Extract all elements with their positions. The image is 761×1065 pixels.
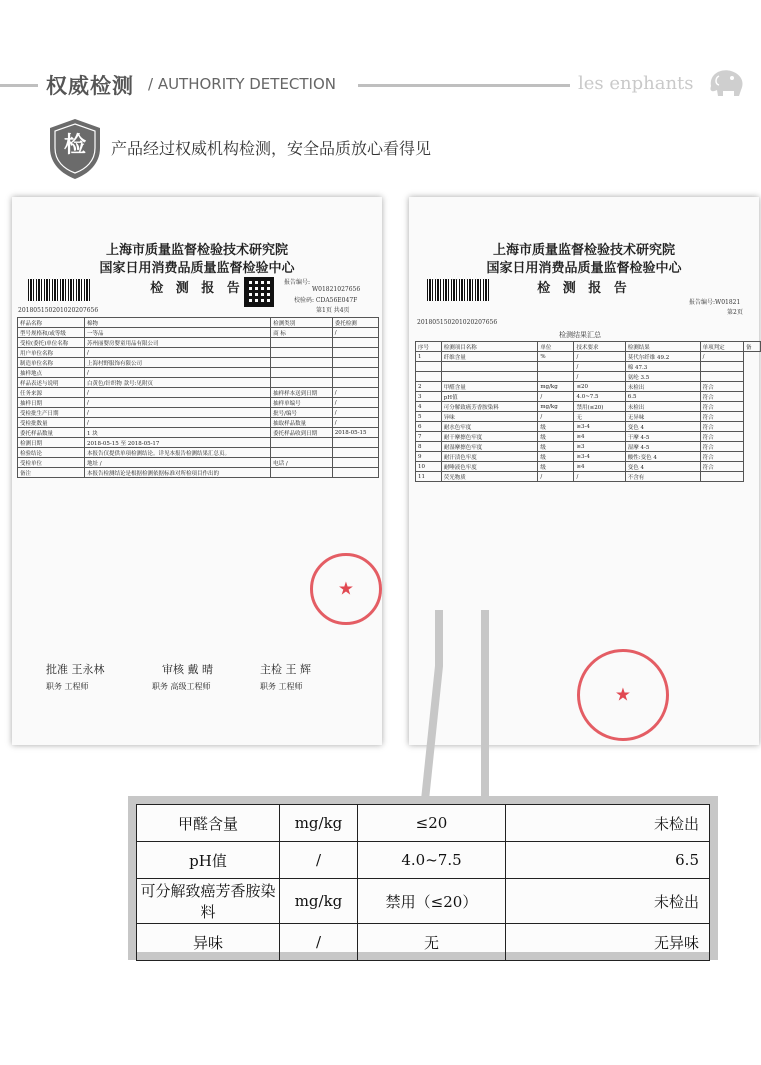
table-cell: /: [332, 418, 378, 428]
unit-cell: /: [280, 924, 358, 961]
table-cell: pH值: [441, 392, 538, 402]
table-cell: 备注: [18, 468, 85, 478]
table-cell: [700, 362, 743, 372]
table-row: [18, 328, 379, 338]
table-cell: [271, 358, 333, 368]
serial-number: 201805150201020207656: [417, 319, 498, 326]
table-cell: 变色 4: [625, 422, 700, 432]
table-cell: 5: [416, 412, 442, 422]
table-cell: mg/kg: [538, 382, 574, 392]
table-cell: [538, 362, 574, 372]
signature-tester: 主检 王 辉: [260, 663, 311, 676]
report-info-table: [17, 317, 379, 478]
table-row: [416, 352, 761, 362]
unit-cell: /: [280, 842, 358, 879]
table-cell: 检测类别: [271, 318, 333, 328]
page-number: 第2页: [727, 309, 743, 316]
table-cell: 变色 4: [625, 462, 700, 472]
table-cell: 8: [416, 442, 442, 452]
table-cell: 级: [538, 422, 574, 432]
table-cell: /: [700, 352, 743, 362]
table-row: [18, 338, 379, 348]
table-cell: 样品表述与说明: [18, 378, 85, 388]
table-cell: /: [332, 388, 378, 398]
zoom-table-row: [137, 805, 710, 842]
result-cell: 未检出: [506, 879, 710, 924]
table-cell: 任务来源: [18, 388, 85, 398]
results-summary-table: [415, 341, 761, 482]
column-header: 单位: [538, 342, 574, 352]
table-cell: /: [85, 348, 271, 358]
table-row: [18, 438, 379, 448]
section-subtitle: / AUTHORITY DETECTION: [148, 75, 337, 93]
table-cell: 上海村野服饰有限公司: [85, 358, 271, 368]
report-institute-name: 上海市质量监督检验技术研究院: [105, 243, 288, 258]
table-row: [18, 408, 379, 418]
table-cell: 一等品: [85, 328, 271, 338]
barcode-icon: [427, 279, 489, 301]
table-cell: /: [574, 362, 625, 372]
column-header: 单项判定: [700, 342, 743, 352]
table-cell: 级: [538, 432, 574, 442]
table-cell: [332, 438, 378, 448]
table-cell: 委托样品数量: [18, 428, 85, 438]
zoom-table-row: [137, 924, 710, 961]
table-cell: 2: [416, 382, 442, 392]
result-cell: 6.5: [506, 842, 710, 879]
table-row: [416, 382, 761, 392]
table-cell: [271, 368, 333, 378]
table-cell: /: [538, 392, 574, 402]
table-cell: 检测日期: [18, 438, 85, 448]
result-cell: 无异味: [506, 924, 710, 961]
table-row: [18, 368, 379, 378]
serial-number: 201805150201020207656: [18, 307, 99, 314]
table-row: [18, 348, 379, 358]
table-cell: 抽样样本送到日期: [271, 388, 333, 398]
table-cell: 甲醛含量: [441, 382, 538, 392]
table-cell: [271, 438, 333, 448]
table-cell: 耐汗渍色牢度: [441, 452, 538, 462]
table-row: [416, 462, 761, 472]
table-row: [416, 412, 761, 422]
table-cell: [332, 358, 378, 368]
table-row: [416, 372, 761, 382]
table-cell: ≥3-4: [574, 452, 625, 462]
table-cell: /: [332, 408, 378, 418]
table-cell: 湿摩 4-5: [625, 442, 700, 452]
zoomed-results-table: [136, 804, 710, 961]
table-cell: 检验结论: [18, 448, 85, 458]
test-report-page-1: [12, 197, 382, 745]
table-cell: 抽样地点: [18, 368, 85, 378]
table-cell: 酸性:变色 4: [625, 452, 700, 462]
approver-title: 职务 工程师: [46, 682, 89, 691]
table-cell: [441, 362, 538, 372]
red-stamp-icon: ★: [577, 649, 669, 741]
column-header: 技术要求: [574, 342, 625, 352]
table-cell: 耐干摩擦色牢度: [441, 432, 538, 442]
report-institute-name: 上海市质量监督检验技术研究院: [492, 243, 675, 258]
zoom-table-row: [137, 842, 710, 879]
table-cell: 级: [538, 462, 574, 472]
table-cell: 符合: [700, 392, 743, 402]
test-item-name: 可分解致癌芳香胺染料: [137, 879, 280, 924]
table-cell: [332, 348, 378, 358]
table-cell: [700, 372, 743, 382]
table-cell: 受检批数量: [18, 418, 85, 428]
table-cell: 荧光物质: [441, 472, 538, 482]
unit-cell: mg/kg: [280, 879, 358, 924]
table-cell: 无异味: [625, 412, 700, 422]
table-row: [18, 378, 379, 388]
table-cell: mg/kg: [538, 402, 574, 412]
table-cell: 氨纶 3.5: [625, 372, 700, 382]
table-cell: /: [538, 412, 574, 422]
table-cell: 制造单位名称: [18, 358, 85, 368]
table-row: [18, 428, 379, 438]
table-cell: /: [574, 472, 625, 482]
table-row: [416, 472, 761, 482]
table-cell: 异味: [441, 412, 538, 422]
signature-approver: 批准 王永林: [46, 663, 105, 676]
unit-cell: mg/kg: [280, 805, 358, 842]
table-cell: 地址 /: [85, 458, 271, 468]
table-row: [416, 452, 761, 462]
table-row: [18, 468, 379, 478]
table-cell: [271, 338, 333, 348]
table-cell: 级: [538, 452, 574, 462]
table-cell: 未检出: [625, 382, 700, 392]
table-row: [416, 402, 761, 412]
table-cell: [700, 472, 743, 482]
table-cell: ≥3-4: [574, 422, 625, 432]
requirement-cell: ≤20: [358, 805, 506, 842]
table-cell: 型号规格和/或等级: [18, 328, 85, 338]
table-cell: [538, 372, 574, 382]
section-header: [0, 62, 750, 112]
table-cell: 4.0~7.5: [574, 392, 625, 402]
table-cell: 商 标: [271, 328, 333, 338]
zoom-pointer: [425, 610, 505, 800]
table-row: [18, 358, 379, 368]
table-cell: 级: [538, 442, 574, 452]
table-cell: [271, 348, 333, 358]
table-cell: 耐湿摩擦色牢度: [441, 442, 538, 452]
table-cell: 受检批生产日期: [18, 408, 85, 418]
column-header: 备: [744, 342, 761, 352]
table-cell: 未检出: [625, 402, 700, 412]
table-cell: 白黄色/针织物 款号:见附页: [85, 378, 271, 388]
table-row: [416, 392, 761, 402]
report-title: 检 测 报 告: [537, 281, 631, 296]
table-cell: 委托样品收到日期: [271, 428, 333, 438]
table-cell: %: [538, 352, 574, 362]
table-cell: 干摩 4-5: [625, 432, 700, 442]
table-cell: 受检单位: [18, 458, 85, 468]
table-cell: 电话 /: [271, 458, 333, 468]
test-item-name: 甲醛含量: [137, 805, 280, 842]
reviewer-title: 职务 高级工程师: [152, 682, 211, 691]
table-cell: 批号/编号: [271, 408, 333, 418]
table-cell: 符合: [700, 442, 743, 452]
table-cell: 耐水色牢度: [441, 422, 538, 432]
table-cell: /: [85, 368, 271, 378]
signature-reviewer: 审核 戴 晴: [162, 663, 213, 676]
table-cell: 苏州丽婴房婴童用品有限公司: [85, 338, 271, 348]
table-cell: 样品名称: [18, 318, 85, 328]
table-cell: [332, 448, 378, 458]
table-cell: 11: [416, 472, 442, 482]
table-cell: 6: [416, 422, 442, 432]
table-cell: /: [85, 408, 271, 418]
table-cell: 用户单位名称: [18, 348, 85, 358]
table-row: [18, 398, 379, 408]
table-cell: 耐唾液色牢度: [441, 462, 538, 472]
table-cell: 10: [416, 462, 442, 472]
table-cell: [416, 362, 442, 372]
table-cell: 7: [416, 432, 442, 442]
table-cell: 4: [416, 402, 442, 412]
table-cell: 3: [416, 392, 442, 402]
table-row: [18, 448, 379, 458]
table-header-row: [416, 342, 761, 352]
tester-title: 职务 工程师: [260, 682, 303, 691]
table-row: [18, 458, 379, 468]
table-cell: 2018-05-15 至 2018-05-17: [85, 438, 271, 448]
requirement-cell: 4.0~7.5: [358, 842, 506, 879]
red-stamp-icon: ★: [310, 553, 382, 625]
table-cell: 纤维含量: [441, 352, 538, 362]
tagline: 产品经过权威机构检测，安全品质放心看得见: [111, 139, 432, 158]
table-row: [18, 418, 379, 428]
column-header: 检测结果: [625, 342, 700, 352]
table-cell: 符合: [700, 432, 743, 442]
requirement-cell: 禁用（≤20）: [358, 879, 506, 924]
table-cell: 1: [416, 352, 442, 362]
badge-char: 检: [63, 133, 86, 158]
table-cell: [271, 448, 333, 458]
table-row: [416, 422, 761, 432]
table-cell: [332, 458, 378, 468]
table-cell: /: [85, 398, 271, 408]
table-cell: ≥4: [574, 432, 625, 442]
table-row: [18, 318, 379, 328]
table-cell: [332, 338, 378, 348]
table-cell: [271, 378, 333, 388]
table-cell: [332, 468, 378, 478]
table-row: [416, 432, 761, 442]
table-cell: 莫代尔纤维 49.2: [625, 352, 700, 362]
table-cell: ≥4: [574, 462, 625, 472]
table-cell: 符合: [700, 422, 743, 432]
table-cell: 抽取样品数量: [271, 418, 333, 428]
elephant-logo-icon: [705, 66, 747, 98]
table-cell: 符合: [700, 462, 743, 472]
report-title: 检 测 报 告: [150, 281, 244, 296]
table-cell: /: [574, 352, 625, 362]
table-cell: 本报告检测结论是根据检测依据标准对所检项目作出的: [85, 468, 271, 478]
table-cell: [441, 372, 538, 382]
table-cell: ≤20: [574, 382, 625, 392]
table-cell: 受检(委托)单位名称: [18, 338, 85, 348]
zoom-table-row: [137, 879, 710, 924]
table-cell: 可分解致癌芳香胺染料: [441, 402, 538, 412]
table-cell: /: [85, 388, 271, 398]
section-title: 权威检测: [46, 74, 134, 98]
table-cell: 1 块: [85, 428, 271, 438]
header-rule-middle: [358, 84, 570, 87]
table-cell: /: [574, 372, 625, 382]
table-cell: /: [332, 328, 378, 338]
test-item-name: 异味: [137, 924, 280, 961]
table-cell: 无: [574, 412, 625, 422]
table-cell: 符合: [700, 412, 743, 422]
summary-title: 检测结果汇总: [559, 331, 601, 339]
table-cell: 2018-05-15: [332, 428, 378, 438]
report-number: W01821027656: [312, 286, 361, 293]
table-cell: /: [85, 418, 271, 428]
zoomed-results-panel: [128, 796, 718, 960]
table-cell: 符合: [700, 402, 743, 412]
requirement-cell: 无: [358, 924, 506, 961]
table-cell: [332, 378, 378, 388]
table-cell: 禁用(≤20): [574, 402, 625, 412]
table-cell: 不含有: [625, 472, 700, 482]
table-cell: 符合: [700, 452, 743, 462]
table-cell: 抽样日期: [18, 398, 85, 408]
table-cell: /: [332, 398, 378, 408]
column-header: 检测项目名称: [441, 342, 538, 352]
table-row: [416, 442, 761, 452]
report-number-label: 报告编号:: [284, 279, 311, 286]
check-code: 校验码: CDA56E047F: [294, 297, 358, 304]
report-center-name: 国家日用消费品质量监督检验中心: [99, 261, 295, 276]
result-cell: 未检出: [506, 805, 710, 842]
table-cell: 抽样单编号: [271, 398, 333, 408]
table-cell: 棉 47.3: [625, 362, 700, 372]
table-row: [18, 388, 379, 398]
header-rule-left: [0, 84, 38, 87]
table-cell: [271, 468, 333, 478]
brand-name: les enphants: [578, 73, 694, 94]
table-cell: /: [538, 472, 574, 482]
table-cell: ≥3: [574, 442, 625, 452]
report-number: 报告编号:W01821: [689, 299, 741, 306]
column-header: 序号: [416, 342, 442, 352]
table-cell: 6.5: [625, 392, 700, 402]
table-cell: [332, 368, 378, 378]
table-cell: 9: [416, 452, 442, 462]
report-center-name: 国家日用消费品质量监督检验中心: [486, 261, 682, 276]
table-cell: 本报告仅提供单项检测结论。详见本报告检测结果汇总页。: [85, 448, 271, 458]
table-cell: 棉物: [85, 318, 271, 328]
table-row: [416, 362, 761, 372]
page-number: 第1页 共4页: [316, 307, 350, 314]
table-cell: [416, 372, 442, 382]
test-item-name: pH值: [137, 842, 280, 879]
qr-code-icon: [244, 277, 274, 307]
table-cell: 委托检测: [332, 318, 378, 328]
barcode-icon: [28, 279, 90, 301]
table-cell: 符合: [700, 382, 743, 392]
